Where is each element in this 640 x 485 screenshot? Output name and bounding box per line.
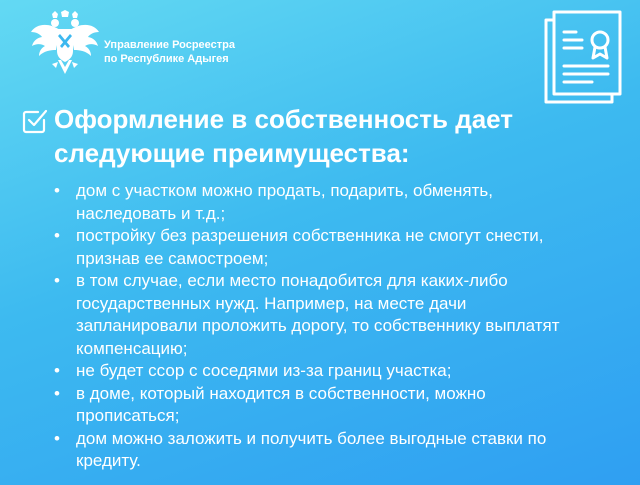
bullet-marker: • (54, 383, 60, 403)
list-item-line: дом с участком можно продать, подарить, обменять, (76, 181, 493, 200)
list-item-line: дом можно заложить и получить более выгодные ставки по (76, 428, 547, 448)
title-line-2: следующие преимущества: (54, 138, 410, 168)
list-item-line: государственных нужд. Например, на месте дачи (76, 293, 467, 313)
list-item-line: прописаться; (76, 406, 180, 425)
list-item-line: признав ее самостроем; (76, 248, 269, 268)
org-name-line-2: по Республике Адыгея (104, 53, 229, 65)
list-item (48, 180, 618, 225)
bullet-marker: • (54, 181, 60, 200)
bullet-marker: • (54, 361, 60, 380)
list-item (48, 270, 618, 360)
logo (30, 10, 260, 80)
list-item (48, 360, 618, 383)
list-item-line: в доме, который находится в собственности, можно (76, 383, 486, 403)
eagle-emblem-icon (30, 10, 100, 78)
certificate-document-icon (542, 10, 624, 106)
list-item (48, 383, 618, 428)
page-title (54, 102, 614, 170)
list-item-line: запланировали проложить дорогу, то собственнику выплатят (76, 316, 560, 335)
list-item-line: в том случае, если место понадобится для каких-либо (76, 271, 508, 290)
benefits-list (48, 180, 618, 473)
bullet-marker: • (54, 226, 60, 245)
title-line-1: Оформление в собственность дает (54, 104, 514, 134)
bullet-marker: • (54, 271, 60, 290)
org-name (104, 38, 235, 66)
list-item-line: постройку без разрешения собственника не смогут снести, (76, 226, 544, 245)
list-item-line: кредиту. (76, 451, 141, 470)
bullet-marker: • (54, 428, 60, 448)
org-name-line-1: Управление Росреестра (104, 39, 235, 51)
list-item (48, 225, 618, 270)
list-item-line: наследовать и т.д.; (76, 203, 226, 223)
list-item (48, 428, 618, 473)
list-item-line: не будет ссор с соседями из-за границ участка; (76, 361, 452, 380)
list-item-line: компенсацию; (76, 338, 188, 358)
checkbox-checked-icon (22, 108, 48, 134)
